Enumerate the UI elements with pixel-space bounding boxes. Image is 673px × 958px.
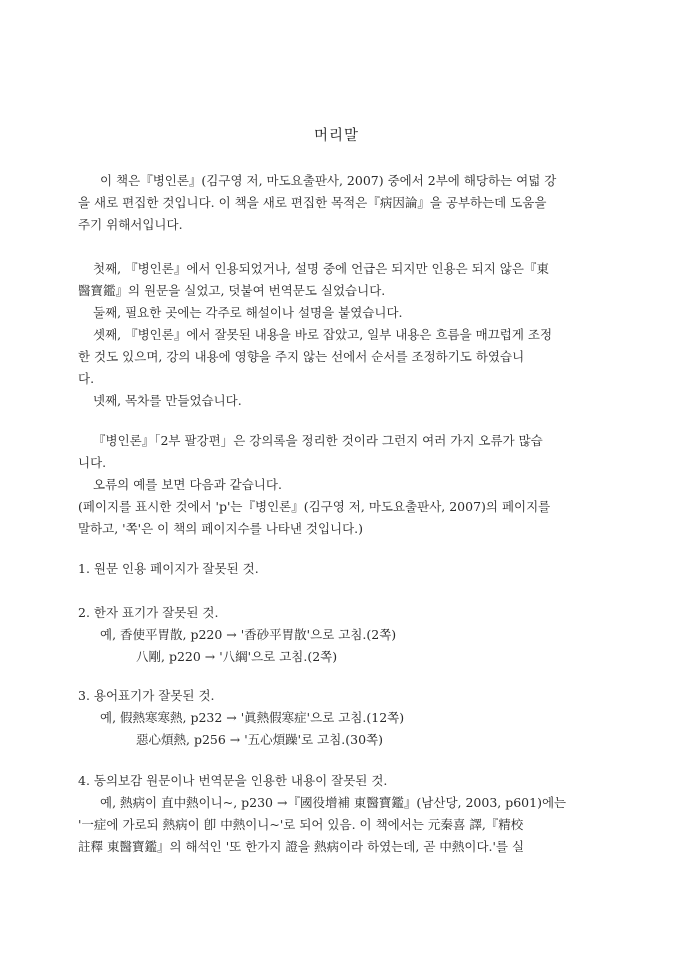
errors-intro-line: (페이지를 표시한 것에서 'p'는『병인론』(김구영 저, 마도요출판사, 2007)의 페이지를 bbox=[78, 499, 551, 514]
list-item-example: '一症에 가로되 熱病이 卽 中熱이니~'로 되어 있음. 이 책에서는 元秦喜 譯,『精校 bbox=[78, 817, 524, 832]
list-item-example: 예, 香使平胃散, p220 → '香砂平胃散'으로 고침.(2쪽) bbox=[100, 627, 397, 642]
intro-line: 주기 위해서입니다. bbox=[78, 217, 183, 232]
page-title: 머리말 bbox=[313, 128, 360, 144]
list-item-heading: 4. 동의보감 원문이나 번역문을 인용한 내용이 잘못된 것. bbox=[78, 773, 388, 788]
list-item-heading: 2. 한자 표기가 잘못된 것. bbox=[78, 605, 219, 620]
list-item-1 bbox=[78, 558, 598, 580]
list-item-example: 예, 熱病이 直中熱이니~, p230 →『國役增補 東醫寶鑑』(남산당, 2003, p601)에는 bbox=[100, 795, 567, 810]
list-item-example: 예, 假熱寒寒熱, p232 → '眞熱假寒症'으로 고침.(12쪽) bbox=[100, 710, 405, 725]
list-item-heading: 1. 원문 인용 페이지가 잘못된 것. bbox=[78, 561, 259, 576]
intro-paragraph bbox=[78, 170, 598, 236]
point-line: 셋째, 『병인론』에서 잘못된 내용을 바로 잡았고, 일부 내용은 흐름을 매끄럽게 조정 bbox=[93, 327, 553, 342]
list-item-example: 註釋 東醫寶鑑』의 해석인 '또 한가지 證을 熱病이라 하였는데, 곧 中熱이다.'를 실 bbox=[78, 839, 525, 854]
point-line: 둘째, 필요한 곳에는 각주로 해설이나 설명을 붙였습니다. bbox=[93, 305, 403, 320]
point-line: 넷째, 목차를 만들었습니다. bbox=[93, 393, 242, 408]
list-item-4 bbox=[78, 770, 598, 858]
errors-intro-line: 니다. bbox=[78, 455, 107, 470]
list-item-example: 惡心煩熱, p256 → '五心煩躁'로 고침.(30쪽) bbox=[136, 732, 384, 747]
list-item-3 bbox=[78, 685, 598, 751]
points-section bbox=[78, 258, 598, 412]
point-line: 다. bbox=[78, 371, 95, 386]
errors-intro-line: 말하고, '쪽'은 이 책의 페이지수를 나타낸 것입니다.) bbox=[78, 521, 364, 536]
errors-intro-section bbox=[78, 430, 598, 540]
list-item-example: 八剛, p220 → '八綱'으로 고침.(2쪽) bbox=[136, 649, 338, 664]
point-line: 醫寶鑑』의 원문을 실었고, 덧붙여 번역문도 실었습니다. bbox=[78, 283, 386, 298]
point-line: 한 것도 있으며, 강의 내용에 영향을 주지 않는 선에서 순서를 조정하기도 하였습니 bbox=[78, 349, 525, 364]
errors-intro-line: 『병인론』「2부 팔강편」은 강의록을 정리한 것이라 그런지 여러 가지 오류가 많습 bbox=[93, 433, 543, 448]
intro-line: 이 책은『병인론』(김구영 저, 마도요출판사, 2007) 중에서 2부에 해당하는 여덟 강 bbox=[100, 173, 557, 188]
list-item-heading: 3. 용어표기가 잘못된 것. bbox=[78, 688, 215, 703]
intro-line: 을 새로 편집한 것입니다. 이 책을 새로 편집한 목적은『病因論』을 공부하는데 도움을 bbox=[78, 195, 547, 210]
list-item-2 bbox=[78, 602, 598, 668]
point-line: 첫째, 『병인론』에서 인용되었거나, 설명 중에 언급은 되지만 인용은 되지 않은『東 bbox=[93, 261, 549, 276]
errors-intro-line: 오류의 예를 보면 다음과 같습니다. bbox=[93, 477, 282, 492]
